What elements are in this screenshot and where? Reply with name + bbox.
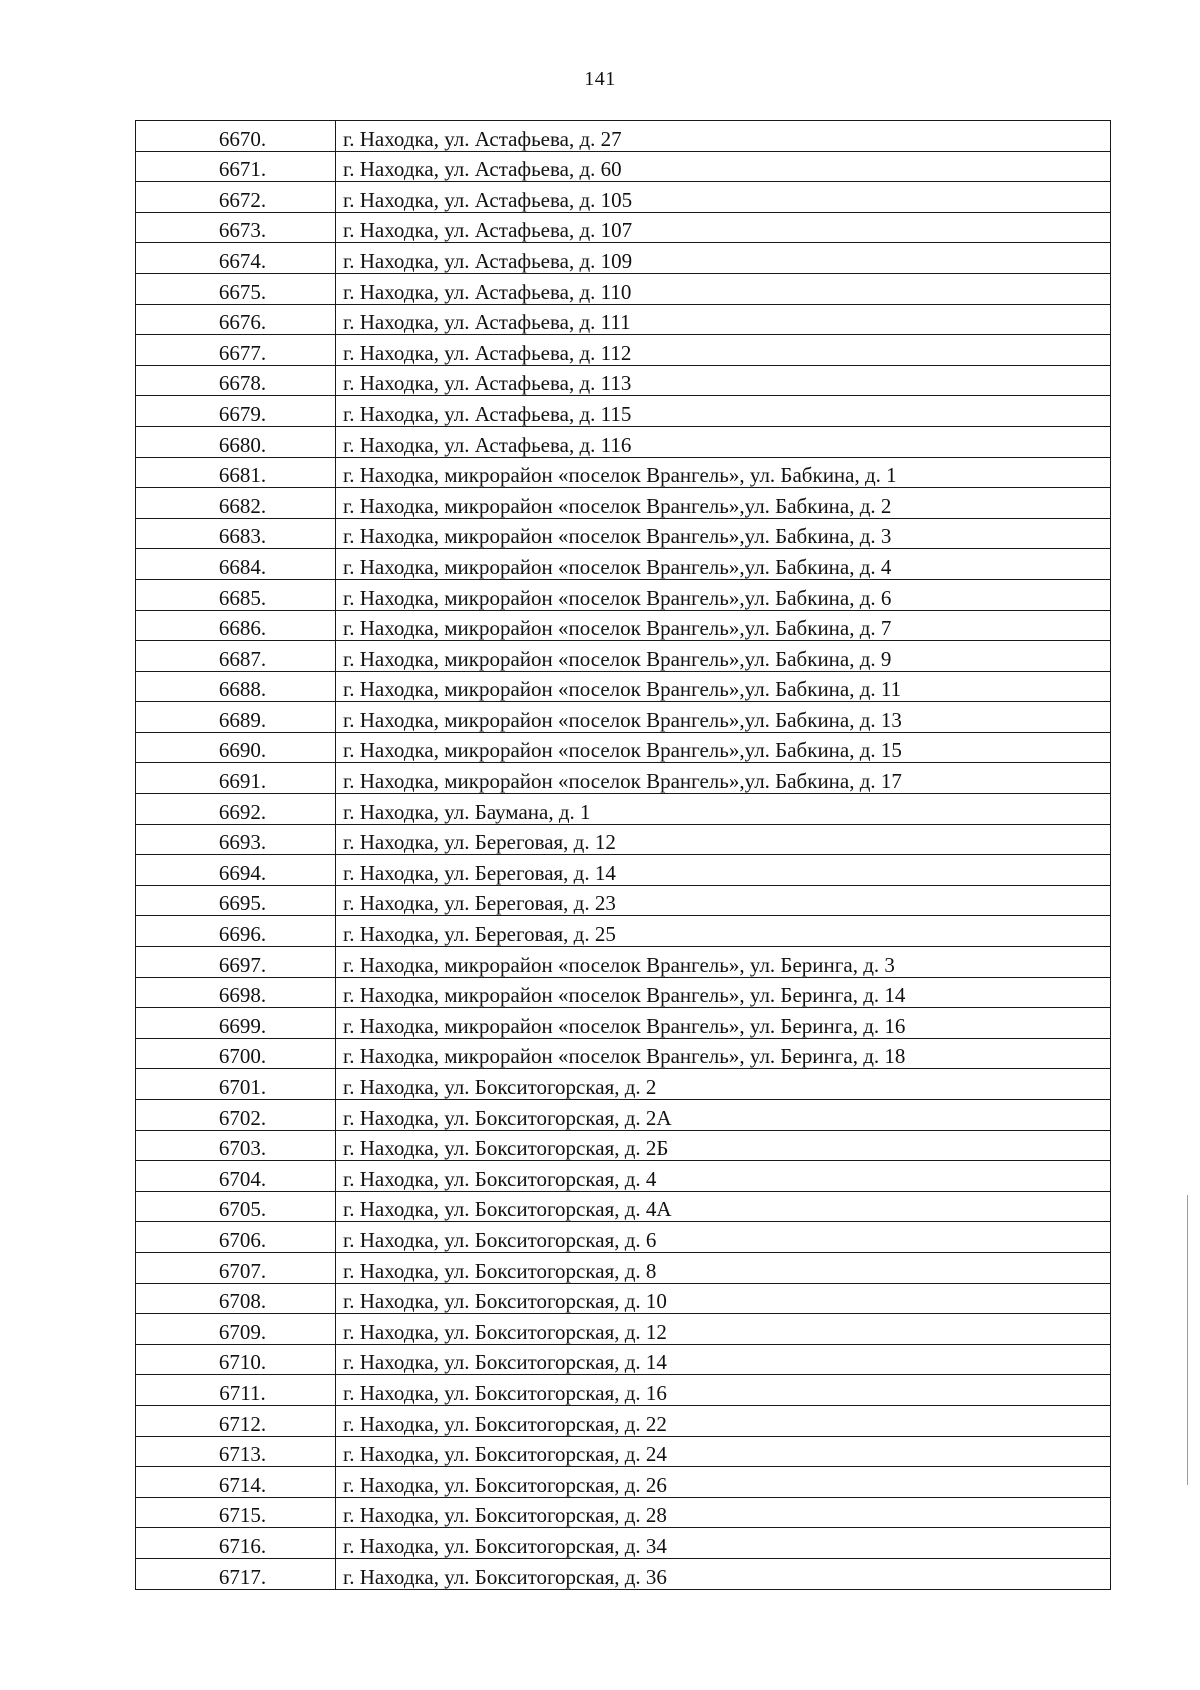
address-cell: г. Находка, микрорайон «поселок Врангель»,ул. Бабкина, д. 15	[336, 732, 1111, 763]
table-row	[136, 1100, 1111, 1131]
address-cell: г. Находка, ул. Бокситогорская, д. 26	[336, 1467, 1111, 1498]
address-cell: г. Находка, микрорайон «поселок Врангель», ул. Беринга, д. 16	[336, 1008, 1111, 1039]
address-cell: г. Находка, ул. Береговая, д. 23	[336, 885, 1111, 916]
row-number-cell: 6686.	[136, 610, 336, 641]
row-number-cell: 6690.	[136, 732, 336, 763]
table-row	[136, 1497, 1111, 1528]
address-cell: г. Находка, микрорайон «поселок Врангель»,ул. Бабкина, д. 3	[336, 518, 1111, 549]
address-cell: г. Находка, микрорайон «поселок Врангель»,ул. Бабкина, д. 2	[336, 488, 1111, 519]
row-number-cell: 6700.	[136, 1038, 336, 1069]
table-row	[136, 702, 1111, 733]
address-cell: г. Находка, ул. Астафьева, д. 113	[336, 365, 1111, 396]
address-cell: г. Находка, микрорайон «поселок Врангель»,ул. Бабкина, д. 9	[336, 641, 1111, 672]
row-number-cell: 6694.	[136, 855, 336, 886]
row-number-cell: 6693.	[136, 824, 336, 855]
row-number-cell: 6678.	[136, 365, 336, 396]
row-number-cell: 6715.	[136, 1497, 336, 1528]
table-row	[136, 1222, 1111, 1253]
row-number-cell: 6711.	[136, 1375, 336, 1406]
address-cell: г. Находка, ул. Бокситогорская, д. 4А	[336, 1191, 1111, 1222]
table-row	[136, 732, 1111, 763]
address-cell: г. Находка, ул. Астафьева, д. 115	[336, 396, 1111, 427]
row-number-cell: 6673.	[136, 212, 336, 243]
row-number-cell: 6695.	[136, 885, 336, 916]
row-number-cell: 6708.	[136, 1283, 336, 1314]
table-row	[136, 579, 1111, 610]
address-cell: г. Находка, ул. Астафьева, д. 110	[336, 273, 1111, 304]
address-cell: г. Находка, ул. Бокситогорская, д. 12	[336, 1314, 1111, 1345]
address-cell: г. Находка, микрорайон «поселок Врангель»,ул. Бабкина, д. 4	[336, 549, 1111, 580]
table-row	[136, 1528, 1111, 1559]
address-cell: г. Находка, ул. Бокситогорская, д. 16	[336, 1375, 1111, 1406]
row-number-cell: 6709.	[136, 1314, 336, 1345]
table-row	[136, 1405, 1111, 1436]
address-cell: г. Находка, ул. Астафьева, д. 105	[336, 182, 1111, 213]
row-number-cell: 6713.	[136, 1436, 336, 1467]
table-row	[136, 1252, 1111, 1283]
row-number-cell: 6679.	[136, 396, 336, 427]
table-row	[136, 304, 1111, 335]
row-number-cell: 6675.	[136, 273, 336, 304]
row-number-cell: 6716.	[136, 1528, 336, 1559]
row-number-cell: 6691.	[136, 763, 336, 794]
address-cell: г. Находка, ул. Береговая, д. 25	[336, 916, 1111, 947]
table-row	[136, 457, 1111, 488]
row-number-cell: 6703.	[136, 1130, 336, 1161]
table-row	[136, 365, 1111, 396]
table-row	[136, 763, 1111, 794]
address-cell: г. Находка, ул. Бокситогорская, д. 8	[336, 1252, 1111, 1283]
table-row	[136, 1008, 1111, 1039]
table-row	[136, 1161, 1111, 1192]
row-number-cell: 6674.	[136, 243, 336, 274]
address-cell: г. Находка, микрорайон «поселок Врангель», ул. Бабкина, д. 1	[336, 457, 1111, 488]
table-row	[136, 641, 1111, 672]
scan-edge-line	[1187, 1195, 1188, 1485]
row-number-cell: 6670.	[136, 121, 336, 152]
address-cell: г. Находка, ул. Астафьева, д. 111	[336, 304, 1111, 335]
row-number-cell: 6680.	[136, 426, 336, 457]
table-row	[136, 1038, 1111, 1069]
address-cell: г. Находка, ул. Бокситогорская, д. 6	[336, 1222, 1111, 1253]
row-number-cell: 6701.	[136, 1069, 336, 1100]
table-row	[136, 824, 1111, 855]
row-number-cell: 6692.	[136, 794, 336, 825]
address-cell: г. Находка, ул. Береговая, д. 12	[336, 824, 1111, 855]
row-number-cell: 6714.	[136, 1467, 336, 1498]
address-cell: г. Находка, микрорайон «поселок Врангель»,ул. Бабкина, д. 11	[336, 671, 1111, 702]
table-row	[136, 610, 1111, 641]
address-cell: г. Находка, ул. Бокситогорская, д. 10	[336, 1283, 1111, 1314]
address-cell: г. Находка, ул. Астафьева, д. 60	[336, 151, 1111, 182]
address-table-body	[136, 121, 1111, 1590]
table-row	[136, 1191, 1111, 1222]
table-row	[136, 335, 1111, 366]
table-row	[136, 885, 1111, 916]
row-number-cell: 6698.	[136, 977, 336, 1008]
table-row	[136, 549, 1111, 580]
row-number-cell: 6706.	[136, 1222, 336, 1253]
table-row	[136, 488, 1111, 519]
address-cell: г. Находка, микрорайон «поселок Врангель»,ул. Бабкина, д. 6	[336, 579, 1111, 610]
address-cell: г. Находка, микрорайон «поселок Врангель»,ул. Бабкина, д. 7	[336, 610, 1111, 641]
row-number-cell: 6685.	[136, 579, 336, 610]
row-number-cell: 6671.	[136, 151, 336, 182]
address-cell: г. Находка, ул. Астафьева, д. 107	[336, 212, 1111, 243]
table-row	[136, 1467, 1111, 1498]
row-number-cell: 6707.	[136, 1252, 336, 1283]
table-row	[136, 1314, 1111, 1345]
row-number-cell: 6696.	[136, 916, 336, 947]
address-cell: г. Находка, ул. Астафьева, д. 116	[336, 426, 1111, 457]
address-cell: г. Находка, ул. Бокситогорская, д. 22	[336, 1405, 1111, 1436]
address-cell: г. Находка, ул. Бокситогорская, д. 14	[336, 1344, 1111, 1375]
table-row	[136, 794, 1111, 825]
row-number-cell: 6676.	[136, 304, 336, 335]
row-number-cell: 6687.	[136, 641, 336, 672]
row-number-cell: 6688.	[136, 671, 336, 702]
row-number-cell: 6712.	[136, 1405, 336, 1436]
table-row	[136, 855, 1111, 886]
address-cell: г. Находка, ул. Бокситогорская, д. 2Б	[336, 1130, 1111, 1161]
table-row	[136, 1344, 1111, 1375]
row-number-cell: 6689.	[136, 702, 336, 733]
row-number-cell: 6682.	[136, 488, 336, 519]
address-cell: г. Находка, микрорайон «поселок Врангель», ул. Беринга, д. 18	[336, 1038, 1111, 1069]
address-cell: г. Находка, ул. Астафьева, д. 27	[336, 121, 1111, 152]
address-cell: г. Находка, ул. Астафьева, д. 112	[336, 335, 1111, 366]
row-number-cell: 6697.	[136, 947, 336, 978]
table-row	[136, 947, 1111, 978]
address-cell: г. Находка, микрорайон «поселок Врангель», ул. Беринга, д. 3	[336, 947, 1111, 978]
row-number-cell: 6683.	[136, 518, 336, 549]
table-row	[136, 151, 1111, 182]
row-number-cell: 6717.	[136, 1558, 336, 1589]
table-row	[136, 1436, 1111, 1467]
table-row	[136, 243, 1111, 274]
address-cell: г. Находка, ул. Береговая, д. 14	[336, 855, 1111, 886]
address-table	[135, 120, 1111, 1590]
address-cell: г. Находка, ул. Бокситогорская, д. 24	[336, 1436, 1111, 1467]
row-number-cell: 6702.	[136, 1100, 336, 1131]
table-row	[136, 273, 1111, 304]
address-cell: г. Находка, ул. Астафьева, д. 109	[336, 243, 1111, 274]
table-row	[136, 916, 1111, 947]
table-row	[136, 1558, 1111, 1589]
row-number-cell: 6672.	[136, 182, 336, 213]
row-number-cell: 6704.	[136, 1161, 336, 1192]
table-row	[136, 182, 1111, 213]
table-row	[136, 1069, 1111, 1100]
table-row	[136, 1375, 1111, 1406]
row-number-cell: 6710.	[136, 1344, 336, 1375]
table-row	[136, 426, 1111, 457]
address-cell: г. Находка, ул. Бокситогорская, д. 36	[336, 1558, 1111, 1589]
row-number-cell: 6699.	[136, 1008, 336, 1039]
address-cell: г. Находка, ул. Бокситогорская, д. 28	[336, 1497, 1111, 1528]
address-cell: г. Находка, ул. Бокситогорская, д. 34	[336, 1528, 1111, 1559]
address-cell: г. Находка, микрорайон «поселок Врангель»,ул. Бабкина, д. 17	[336, 763, 1111, 794]
table-row	[136, 1283, 1111, 1314]
page-number: 141	[584, 68, 616, 90]
address-cell: г. Находка, ул. Бокситогорская, д. 2	[336, 1069, 1111, 1100]
table-row	[136, 1130, 1111, 1161]
table-row	[136, 121, 1111, 152]
row-number-cell: 6681.	[136, 457, 336, 488]
address-cell: г. Находка, ул. Баумана, д. 1	[336, 794, 1111, 825]
row-number-cell: 6705.	[136, 1191, 336, 1222]
address-cell: г. Находка, микрорайон «поселок Врангель», ул. Беринга, д. 14	[336, 977, 1111, 1008]
address-cell: г. Находка, ул. Бокситогорская, д. 4	[336, 1161, 1111, 1192]
table-row	[136, 518, 1111, 549]
row-number-cell: 6684.	[136, 549, 336, 580]
table-row	[136, 671, 1111, 702]
row-number-cell: 6677.	[136, 335, 336, 366]
address-cell: г. Находка, микрорайон «поселок Врангель»,ул. Бабкина, д. 13	[336, 702, 1111, 733]
table-row	[136, 977, 1111, 1008]
table-row	[136, 396, 1111, 427]
table-row	[136, 212, 1111, 243]
address-cell: г. Находка, ул. Бокситогорская, д. 2А	[336, 1100, 1111, 1131]
